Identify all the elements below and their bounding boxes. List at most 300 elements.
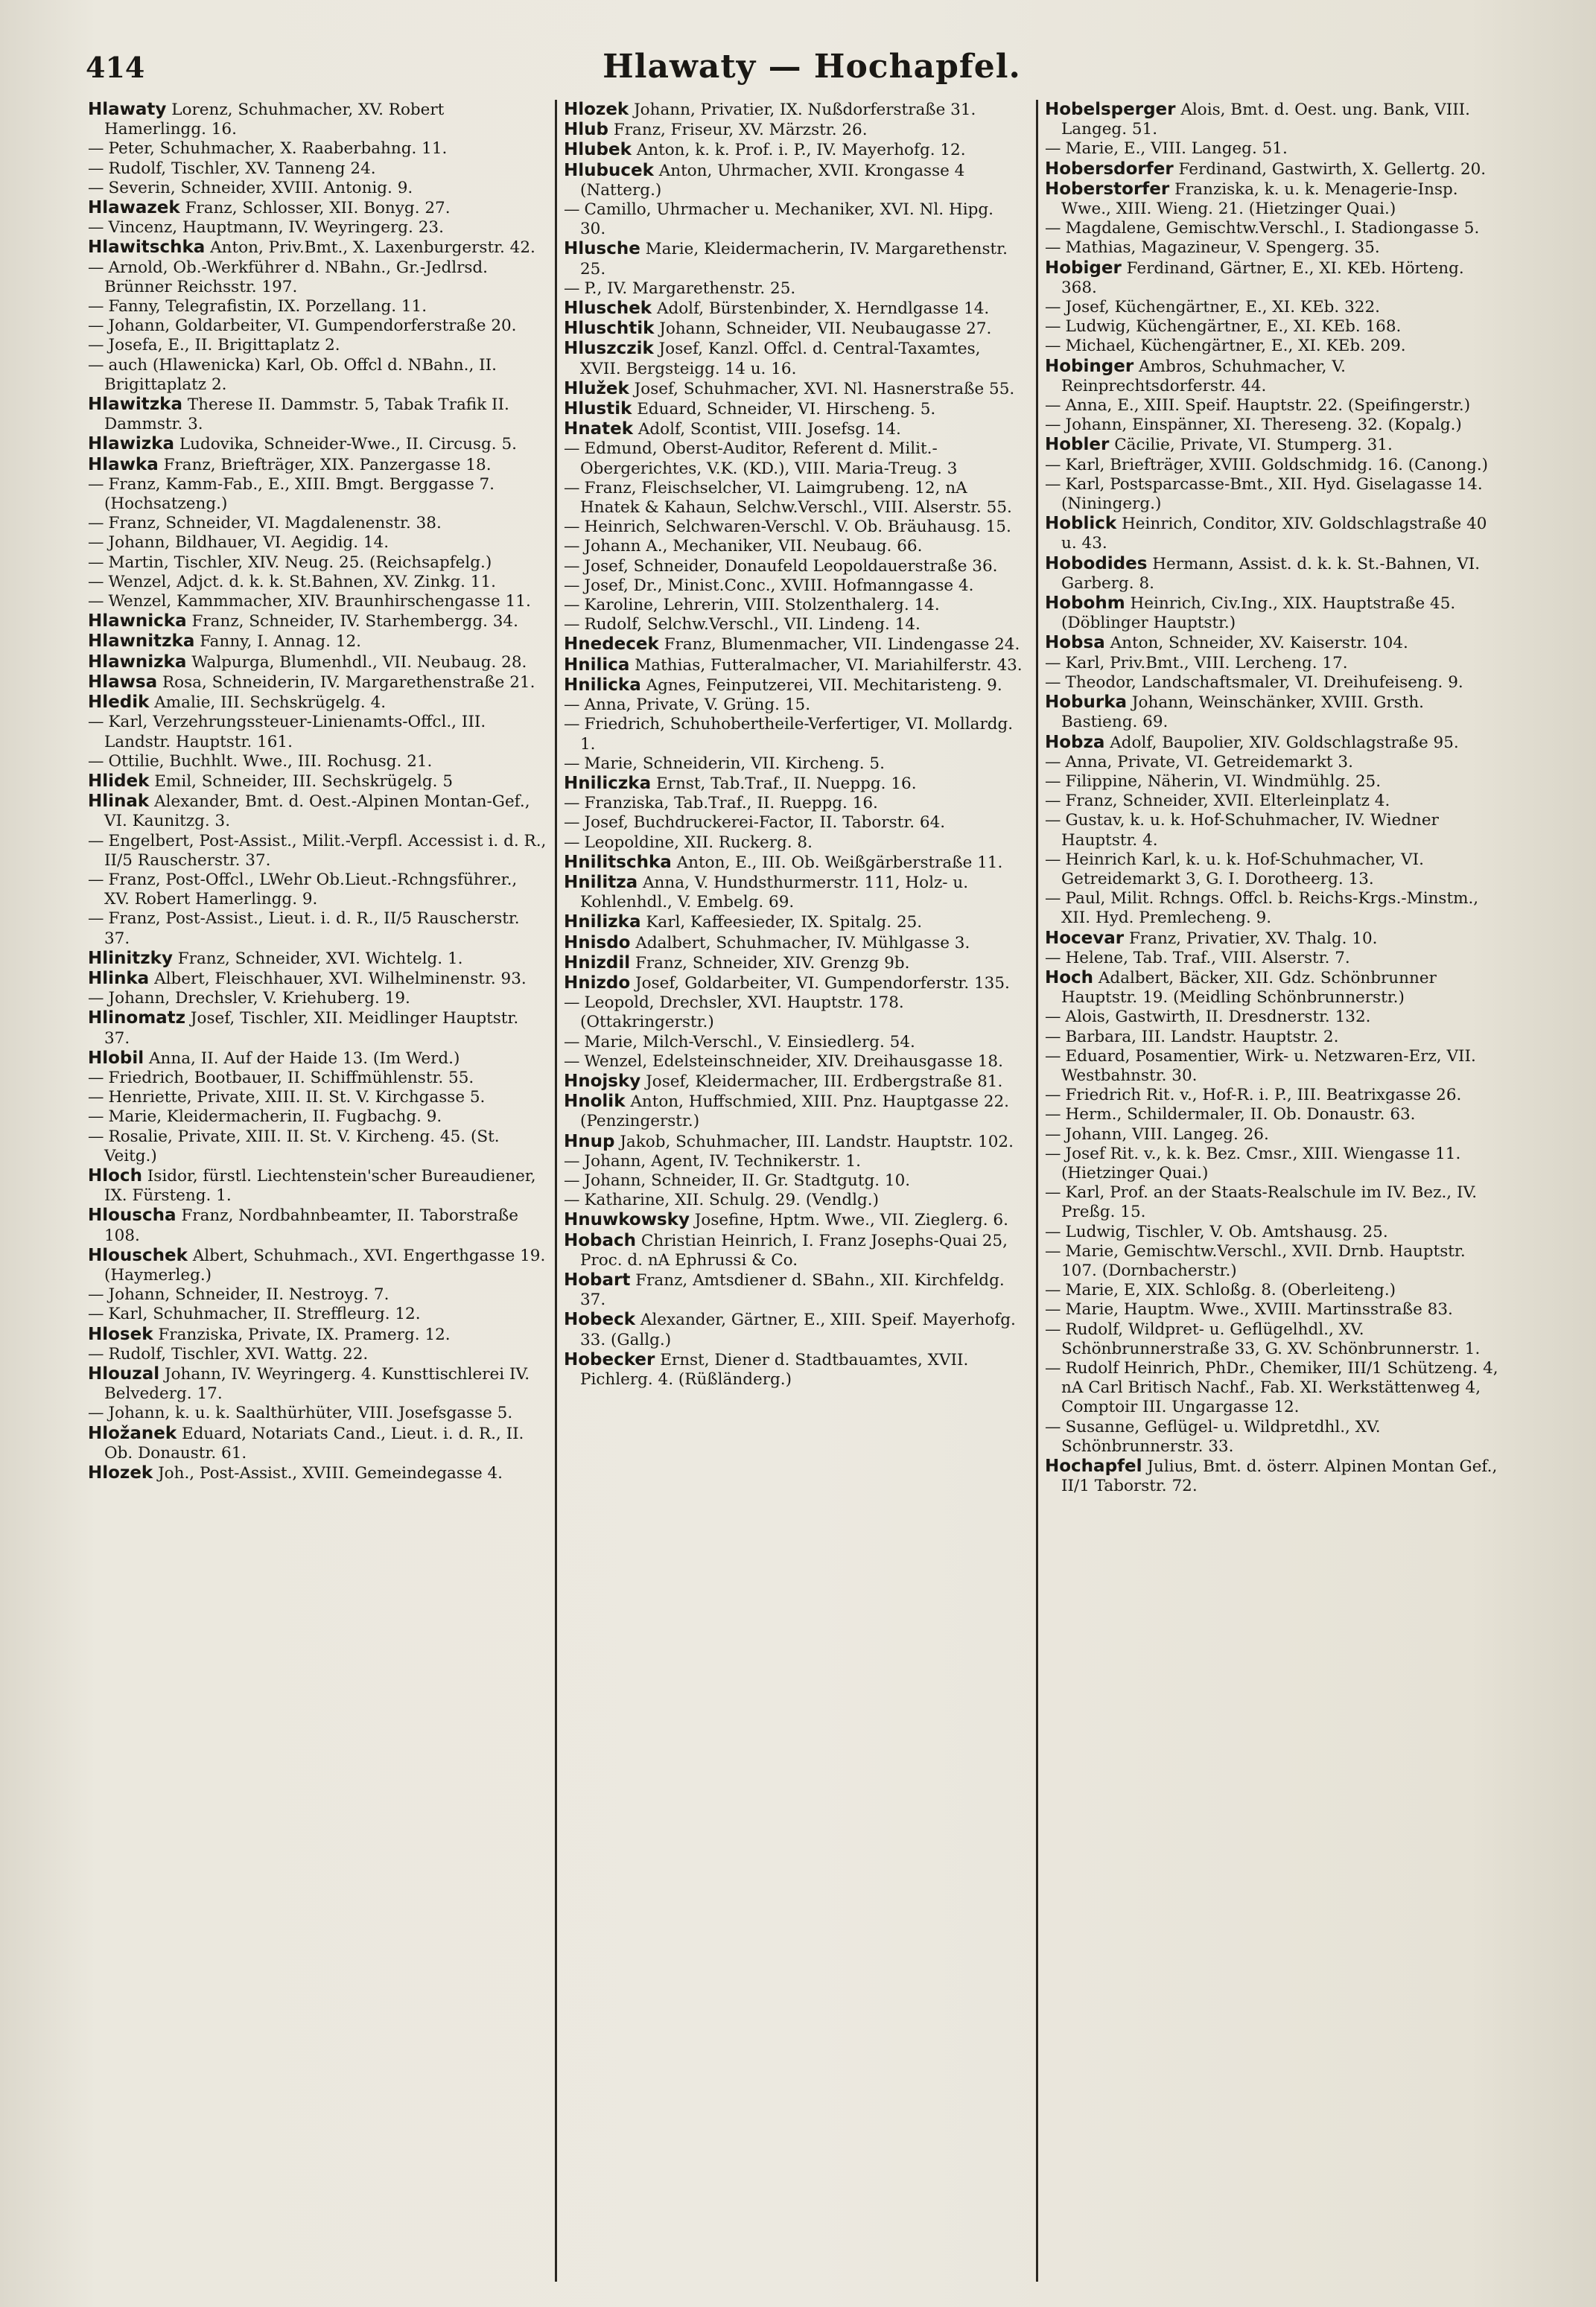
repeat-dash: — [564,200,580,220]
repeat-dash: — [564,596,580,615]
directory-entry [1045,753,1504,772]
directory-entry [88,316,547,336]
entry-details: Johann, Agent, IV. Technikerstr. 1. [584,1151,861,1171]
entry-details: Ludwig, Küchengärtner, E., XI. KEb. 168. [1065,317,1402,337]
entry-details: Martin, Tischler, XIV. Neug. 25. (Reichsapfelg.) [108,553,492,572]
entry-details: Ferdinand, Gärtner, E., XI. KEb. Hörteng. 368. [1061,258,1464,297]
entry-details: Karl, Verzehrungssteuer-Linienamts-Offcl., III. Landstr. Hauptstr. 161. [104,713,486,751]
directory-entry [1045,1281,1504,1300]
directory-entry [1045,693,1504,732]
directory-entry [564,239,1023,279]
directory-entry [564,1092,1023,1131]
directory-entry [564,339,1023,378]
directory-entry [564,1210,1023,1230]
entry-details: Ernst, Tab.Traf., II. Nueppg. 16. [655,774,917,793]
entry-details: Karl, Priv.Bmt., VIII. Lercheng. 17. [1065,653,1348,672]
directory-entry [564,537,1023,556]
entry-details: Anton, Huffschmied, XIII. Pnz. Hauptgasse 22. (Penzingerstr.) [580,1092,1010,1131]
entry-details: Ferdinand, Gastwirth, X. Gellertg. 20. [1178,159,1487,179]
entry-surname: Hobecker [564,1349,655,1369]
repeat-dash: — [1045,1124,1061,1144]
entry-details: Edmund, Oberst-Auditor, Referent d. Milit.-Obergerichtes, V.K. (KD.), VIII. Maria-Treug. 3 [580,439,958,478]
entry-details: Johann, Weinschänker, XVIII. Grsth. Bastieng. 69. [1061,693,1424,732]
entry-details: Albert, Fleischhauer, XVI. Wilhelminenstr. 93. [154,969,527,988]
directory-entry [564,1052,1023,1072]
repeat-dash: — [564,615,580,634]
repeat-dash: — [88,159,104,178]
entry-surname: Hoburka [1045,693,1128,713]
directory-entry [88,455,547,475]
directory-entry [564,754,1023,774]
entry-details: Karl, Briefträger, XVIII. Goldschmidg. 16. (Canong.) [1065,455,1489,474]
directory-entry [1045,968,1504,1008]
entry-surname: Hlidek [88,771,150,791]
entry-details: Rosalie, Private, XIII. II. St. V. Kircheng. 45. (St. Veitg.) [104,1127,500,1165]
entry-details: Eduard, Notariats Cand., Lieut. i. d. R., II. Ob. Donaustr. 61. [104,1424,524,1463]
page-header [86,45,1538,97]
entry-details: Franz, Schneider, XVI. Wichtelg. 1. [177,949,463,968]
directory-entry [564,120,1023,140]
directory-entry [1045,850,1504,889]
entry-details: Johann A., Mechaniker, VII. Neubaug. 66. [584,537,923,556]
entry-details: Johann, Bildhauer, VI. Aegidig. 14. [108,533,390,553]
entry-details: Johann, Drechsler, V. Kriehuberg. 19. [108,989,410,1008]
repeat-dash: — [88,831,104,850]
repeat-dash: — [88,336,104,355]
directory-entry [1045,1223,1504,1242]
repeat-dash: — [88,218,104,238]
entry-surname: Hocevar [1045,928,1125,948]
repeat-dash: — [564,576,580,595]
entry-details: Adolf, Baupolier, XIV. Goldschlagstraße 95. [1110,733,1459,752]
repeat-dash: — [564,556,580,576]
entry-surname: Hniliczka [564,773,652,793]
directory-entry [1045,772,1504,792]
repeat-dash: — [1045,139,1061,159]
entry-details: Ambros, Schuhmacher, V. Reinprechtsdorferstr. 44. [1061,357,1346,395]
repeat-dash: — [88,751,104,771]
directory-entry [1045,475,1504,514]
entry-details: Johann, Privatier, IX. Nußdorferstraße 31. [634,101,976,119]
entry-details: Anton, Priv.Bmt., X. Laxenburgerstr. 42. [210,238,535,258]
directory-entry [88,1246,547,1285]
directory-entry [1045,357,1504,396]
repeat-dash: — [88,474,104,494]
entry-details: Wenzel, Kammmacher, XIV. Braunhirschengasse 11. [108,592,531,611]
directory-entry [564,794,1023,813]
directory-entry [564,1033,1023,1052]
repeat-dash: — [564,715,580,734]
directory-entry [1045,1086,1504,1105]
directory-entry [88,871,547,909]
entry-details: Julius, Bmt. d. österr. Alpinen Montan Gef., II/1 Taborstr. 72. [1061,1457,1498,1496]
directory-entry [564,576,1023,596]
entry-details: Franz, Briefträger, XIX. Panzergasse 18. [163,455,492,474]
entry-details: Marie, Gemischtw.Verschl., XVII. Drnb. Hauptstr. 107. (Dornbacherstr.) [1061,1241,1466,1280]
entry-details: Herm., Schildermaler, II. Ob. Donaustr. 63. [1065,1105,1416,1124]
entry-surname: Hlawazek [88,198,180,218]
entry-details: Franz, Privatier, XV. Thalg. 10. [1128,929,1378,948]
entry-details: Josefine, Hptm. Wwe., VII. Zieglerg. 6. [694,1211,1008,1230]
repeat-dash: — [88,713,104,732]
entry-details: Josef Rit. v., k. k. Bez. Cmsr., XIII. Wiengasse 11. (Hietzinger Quai.) [1061,1144,1461,1183]
directory-entry [564,1350,1023,1390]
directory-entry [88,336,547,355]
entry-details: Rudolf, Tischler, XV. Tanneng 24. [108,159,376,178]
directory-entry [564,953,1023,973]
entry-details: Rudolf Heinrich, PhDr., Chemiker, III/1 Schützeng. 4, nA Carl Britisch Nachf., Fab. XI. Werkstättenweg 4, Comptoir III. Ungargasse 12. [1061,1359,1498,1417]
entry-details: Amalie, III. Sechskrügelg. 4. [154,693,387,713]
entry-details: Alois, Bmt. d. Oest. ung. Bank, VIII. Langeg. 51. [1061,101,1471,139]
repeat-dash: — [1045,948,1061,967]
entry-surname: Hoberstorfer [1045,179,1170,199]
entry-surname: Hlusche [564,239,640,259]
entry-details: Fanny, Telegrafistin, IX. Porzellang. 11. [108,297,427,316]
entry-details: Anna, V. Hundsthurmerstr. 111, Holz- u. Kohlenhdl., V. Embelg. 69. [580,873,969,912]
repeat-dash: — [88,572,104,591]
entry-surname: Hobza [1045,732,1105,752]
entry-details: Walpurga, Blumenhdl., VII. Neubaug. 28. [191,652,527,672]
repeat-dash: — [1045,1281,1061,1300]
entry-surname: Hochapfel [1045,1457,1142,1477]
page-number: 414 [86,51,145,84]
directory-entry [1045,139,1504,159]
entry-surname: Hnilica [564,655,630,675]
directory-entry [1045,1008,1504,1027]
directory-entry [564,1171,1023,1191]
entry-details: Anton, Uhrmacher, XVII. Krongasse 4 (Natterg.) [580,161,965,200]
directory-entry [1045,317,1504,337]
entry-details: Franz, Post-Assist., Lieut. i. d. R., II/5 Rauscherstr. 37. [104,909,520,948]
entry-details: Franz, Schneider, VI. Magdalenenstr. 38. [108,514,442,533]
repeat-dash: — [1045,474,1061,494]
entry-details: Michael, Küchengärtner, E., XI. KEb. 209. [1065,337,1406,356]
entry-details: Marie, Schneiderin, VII. Kircheng. 5. [584,754,885,773]
repeat-dash: — [1045,1086,1061,1105]
repeat-dash: — [88,533,104,553]
entry-details: Vincenz, Hauptmann, IV. Weyringerg. 23. [108,218,444,238]
directory-entry [88,475,547,514]
repeat-dash: — [1045,1105,1061,1124]
entry-details: Franz, Amtsdiener d. SBahn., XII. Kirchfeldg. 37. [580,1270,1005,1310]
entry-details: Mathias, Magazineur, V. Spengerg. 35. [1065,238,1380,258]
entry-details: Fanny, I. Annag. 12. [200,632,361,652]
entry-details: Heinrich, Selchwaren-Verschl. V. Ob. Bräuhausg. 15. [584,518,1011,537]
directory-entry [1045,1242,1504,1281]
entry-surname: Hlawaty [88,100,167,119]
directory-entry [1045,949,1504,968]
repeat-dash: — [1045,1183,1061,1203]
entry-details: Ludwig, Tischler, V. Ob. Amtshausg. 25. [1065,1222,1388,1241]
directory-entry [564,596,1023,615]
entry-details: Marie, E, XIX. Schloßg. 8. (Oberleiteng.) [1065,1281,1396,1300]
directory-entry [88,1008,547,1048]
repeat-dash: — [564,754,580,773]
entry-surname: Hlustik [564,399,632,419]
repeat-dash: — [88,1107,104,1127]
directory-entry [88,752,547,771]
directory-entry [1045,1028,1504,1047]
repeat-dash: — [1045,337,1061,356]
entry-details: Anton, Schneider, XV. Kaiserstr. 104. [1110,634,1408,653]
entry-details: Filippine, Näherin, VI. Windmühlg. 25. [1065,771,1382,791]
column-1 [88,100,547,2282]
directory-entry [88,297,547,316]
entry-surname: Hobart [564,1270,631,1290]
entry-details: Wenzel, Adjct. d. k. k. St.Bahnen, XV. Zinkg. 11. [108,572,496,591]
repeat-dash: — [88,316,104,336]
directory-entry [88,395,547,434]
directory-entry [1045,1320,1504,1359]
directory-entry [564,774,1023,794]
entry-details: Heinrich, Conditor, XIV. Goldschlagstraße 40 u. 43. [1061,515,1487,553]
directory-entry [88,989,547,1008]
entry-details: Johann, k. u. k. Saalthürhüter, VIII. Josefsgasse 5. [108,1404,513,1423]
entry-surname: Hledik [88,693,150,713]
entry-details: auch (Hlawenicka) Karl, Ob. Offcl d. NBahn., II. Brigittaplatz 2. [104,355,497,394]
directory-entry [88,592,547,611]
directory-entry [564,912,1023,932]
directory-entry [1045,1183,1504,1222]
repeat-dash: — [564,696,580,715]
directory-entry [88,100,547,139]
repeat-dash: — [564,478,580,497]
directory-entry [1045,554,1504,594]
directory-entry [88,514,547,533]
directory-entry [1045,179,1504,219]
entry-details: Franz, Schneider, XVII. Elterleinplatz 4. [1065,792,1390,811]
entry-details: Severin, Schneider, XVIII. Antonig. 9. [108,178,413,197]
repeat-dash: — [1045,792,1061,811]
directory-entry [1045,514,1504,553]
repeat-dash: — [1045,219,1061,238]
entry-details: Theodor, Landschaftsmaler, VI. Dreihufeiseng. 9. [1065,672,1463,692]
entry-surname: Hobinger [1045,356,1134,376]
directory-entry [1045,1145,1504,1183]
directory-entry [1045,1047,1504,1086]
directory-entry [88,771,547,792]
entry-details: Franziska, Tab.Traf., II. Rueppg. 16. [584,794,878,813]
entry-surname: Hlawizka [88,434,174,454]
repeat-dash: — [564,1032,580,1051]
directory-entry [1045,733,1504,753]
entry-details: Alexander, Bmt. d. Oest.-Alpinen Montan-Gef., VI. Kaunitzg. 3. [104,792,530,831]
directory-entry [564,518,1023,537]
directory-entry [564,1191,1023,1210]
directory-entry [88,1325,547,1345]
entry-details: Johann, Einspänner, XI. Thereseng. 32. (Kopalg.) [1065,416,1462,435]
entry-surname: Hobodides [1045,553,1148,573]
entry-details: Therese II. Dammstr. 5, Tabak Trafik II. Dammstr. 3. [104,395,509,434]
repeat-dash: — [1045,396,1061,416]
directory-entry [1045,219,1504,238]
directory-entry [88,693,547,713]
entry-surname: Hlouscha [88,1206,177,1226]
repeat-dash: — [1045,1046,1061,1066]
entry-details: Adalbert, Schuhmacher, IV. Mühlgasse 3. [635,933,970,952]
entry-details: Heinrich, Civ.Ing., XIX. Hauptstraße 45. (Döblinger Hauptstr.) [1061,594,1456,633]
directory-entry [564,1132,1023,1152]
directory-entry [88,713,547,751]
entry-surname: Hlawitschka [88,238,206,258]
entry-surname: Hluschtik [564,319,655,339]
repeat-dash: — [564,993,580,1013]
repeat-dash: — [564,537,580,556]
entry-surname: Hlinomatz [88,1008,186,1028]
repeat-dash: — [88,178,104,197]
directory-entry [564,833,1023,853]
repeat-dash: — [88,1344,104,1363]
repeat-dash: — [88,1404,104,1423]
entry-surname: Hnilitschka [564,852,672,872]
repeat-dash: — [88,297,104,316]
entry-surname: Hnojsky [564,1071,641,1091]
repeat-dash: — [1045,455,1061,474]
directory-entry [88,949,547,969]
entry-details: Eduard, Posamentier, Wirk- u. Netzwaren-Erz, VII. Westbahnstr. 30. [1061,1046,1476,1085]
directory-entry [88,792,547,831]
entry-details: Karl, Prof. an der Staats-Realschule im IV. Bez., IV. Preßg. 15. [1061,1183,1478,1222]
entry-details: Paul, Milit. Rchngs. Offcl. b. Reichs-Krgs.-Minstm., XII. Hyd. Premlecheng. 9. [1061,889,1479,928]
entry-details: Joh., Post-Assist., XVIII. Gemeindegasse 4. [158,1464,503,1483]
entry-details: Franz, Schneider, XIV. Grenzg 9b. [635,953,910,973]
repeat-dash: — [1045,1027,1061,1046]
entry-details: Josef, Schneider, Donaufeld Leopoldauerstraße 36. [584,556,998,576]
directory-entry [88,672,547,693]
directory-entry [1045,889,1504,928]
entry-details: Ernst, Diener d. Stadtbauamtes, XVII. Pichlerg. 4. (Rüßländerg.) [580,1350,969,1389]
directory-entry [1045,594,1504,633]
directory-entry [564,813,1023,833]
entry-details: Karl, Schuhmacher, II. Streffleurg. 12. [108,1305,421,1324]
repeat-dash: — [88,355,104,375]
directory-entry [564,1310,1023,1349]
directory-entry [1045,1457,1504,1496]
directory-entry [88,238,547,258]
entry-details: Marie, Kleidermacherin, II. Fugbachg. 9. [108,1107,442,1127]
directory-entry [564,1270,1023,1310]
entry-surname: Hnup [564,1131,615,1151]
repeat-dash: — [1045,238,1061,258]
directory-entry [1045,298,1504,317]
directory-entry [564,200,1023,239]
entry-surname: Hlinak [88,792,150,812]
entry-surname: Hlouschek [88,1245,188,1265]
entry-details: Rudolf, Tischler, XVI. Wattg. 22. [108,1344,369,1363]
repeat-dash: — [1045,1320,1061,1339]
entry-surname: Hoblick [1045,514,1117,534]
directory-entry [88,1206,547,1245]
directory-entry [1045,456,1504,475]
directory-entry [1045,416,1504,435]
directory-entry [1045,1125,1504,1145]
directory-entry [88,611,547,631]
entry-details: Franz, Kamm-Fab., E., XIII. Bmgt. Berggasse 7. (Hochsatzeng.) [104,474,495,514]
entry-details: Engelbert, Post-Assist., Milit.-Verpfl. Accessist i. d. R., II/5 Rauscherstr. 37. [104,831,547,870]
repeat-dash: — [1045,889,1061,909]
repeat-dash: — [1045,1144,1061,1163]
entry-details: Josef, Küchengärtner, E., XI. KEb. 322. [1065,298,1380,317]
entry-surname: Hnisdo [564,932,631,952]
directory-entry [564,399,1023,419]
entry-details: Eduard, Schneider, VI. Hirscheng. 5. [637,400,936,419]
entry-details: Franziska, Private, IX. Pramerg. 12. [158,1325,451,1344]
entry-surname: Hnizdo [564,973,631,993]
entry-details: Susanne, Geflügel- u. Wildpretdhl., XV. Schönbrunnerstr. 33. [1061,1417,1381,1456]
entry-surname: Hlužek [564,378,629,398]
directory-entry [1045,673,1504,693]
repeat-dash: — [1045,672,1061,692]
directory-entry [1045,654,1504,673]
directory-entry [1045,396,1504,416]
repeat-dash: — [1045,1241,1061,1261]
entry-details: Henriette, Private, XIII. II. St. V. Kirchgasse 5. [108,1088,486,1107]
entry-details: Johann, Schneider, II. Nestroyg. 7. [108,1285,390,1305]
entry-surname: Hnuwkowsky [564,1210,690,1230]
entry-surname: Hlinitzky [88,948,173,968]
running-title: Hlawaty — Hochapfel. [603,48,1021,86]
entry-surname: Hlozek [564,100,629,119]
repeat-dash: — [88,592,104,611]
repeat-dash: — [564,518,580,537]
entry-surname: Hobsa [1045,633,1105,653]
entry-details: Adalbert, Bäcker, XII. Gdz. Schönbrunner Hauptstr. 19. (Meidling Schönbrunnerstr.) [1061,968,1437,1008]
entry-surname: Hoch [1045,967,1094,987]
directory-entry [1045,159,1504,179]
entry-details: Albert, Schuhmach., XVI. Engerthgasse 19. (Haymerleg.) [104,1246,546,1285]
directory-entry [564,973,1023,993]
entry-surname: Hlawka [88,454,159,474]
directory-entry [1045,258,1504,298]
repeat-dash: — [1045,416,1061,435]
directory-entry [88,159,547,179]
entry-details: Marie, Milch-Verschl., V. Einsiedlerg. 54. [584,1032,915,1051]
entry-details: Isidor, fürstl. Liechtenstein'scher Bureaudiener, IX. Fürsteng. 1. [104,1166,536,1206]
entry-details: Wenzel, Edelsteinschneider, XIV. Dreihausgasse 18. [584,1051,1003,1071]
directory-entry [88,573,547,592]
directory-entry [564,100,1023,120]
directory-entry [88,198,547,218]
repeat-dash: — [1045,653,1061,672]
directory-entry [564,634,1023,655]
entry-surname: Hlawnicka [88,611,187,631]
entry-details: Adolf, Scontist, VIII. Josefsg. 14. [638,420,901,439]
entry-details: Josef, Kanzl. Offcl. d. Central-Taxamtes, XVII. Bergsteigg. 14 u. 16. [580,340,981,378]
entry-details: Anna, E., XIII. Speif. Hauptstr. 22. (Speifingerstr.) [1065,396,1471,416]
entry-surname: Hložanek [88,1423,177,1443]
entry-details: Josef, Buchdruckerei-Factor, II. Taborstr. 64. [584,813,946,833]
entry-details: Karl, Kaffeesieder, IX. Spitalg. 25. [646,913,923,932]
entry-surname: Hlosek [88,1324,153,1344]
repeat-dash: — [1045,1300,1061,1320]
directory-entry [564,853,1023,873]
repeat-dash: — [88,870,104,889]
repeat-dash: — [88,258,104,277]
directory-entry [88,832,547,871]
entry-details: Franz, Fleischselcher, VI. Laimgrubeng. 12, nA Hnatek & Kahaun, Selchw.Verschl., VIII. Alserstr. 55. [580,478,1012,518]
entry-details: Franz, Schlosser, XII. Bonyg. 27. [185,199,451,218]
column-rule [555,100,557,2282]
entry-details: Anton, E., III. Ob. Weißgärberstraße 11. [676,853,1003,872]
directory-entry [1045,792,1504,811]
directory-entry [564,1152,1023,1171]
directory-entry [88,1166,547,1206]
repeat-dash: — [1045,1222,1061,1241]
entry-details: Leopoldine, XII. Ruckerg. 8. [584,833,813,852]
directory-entry [88,1345,547,1364]
repeat-dash: — [1045,771,1061,791]
entry-details: Katharine, XII. Schulg. 29. (Vendlg.) [584,1191,879,1210]
